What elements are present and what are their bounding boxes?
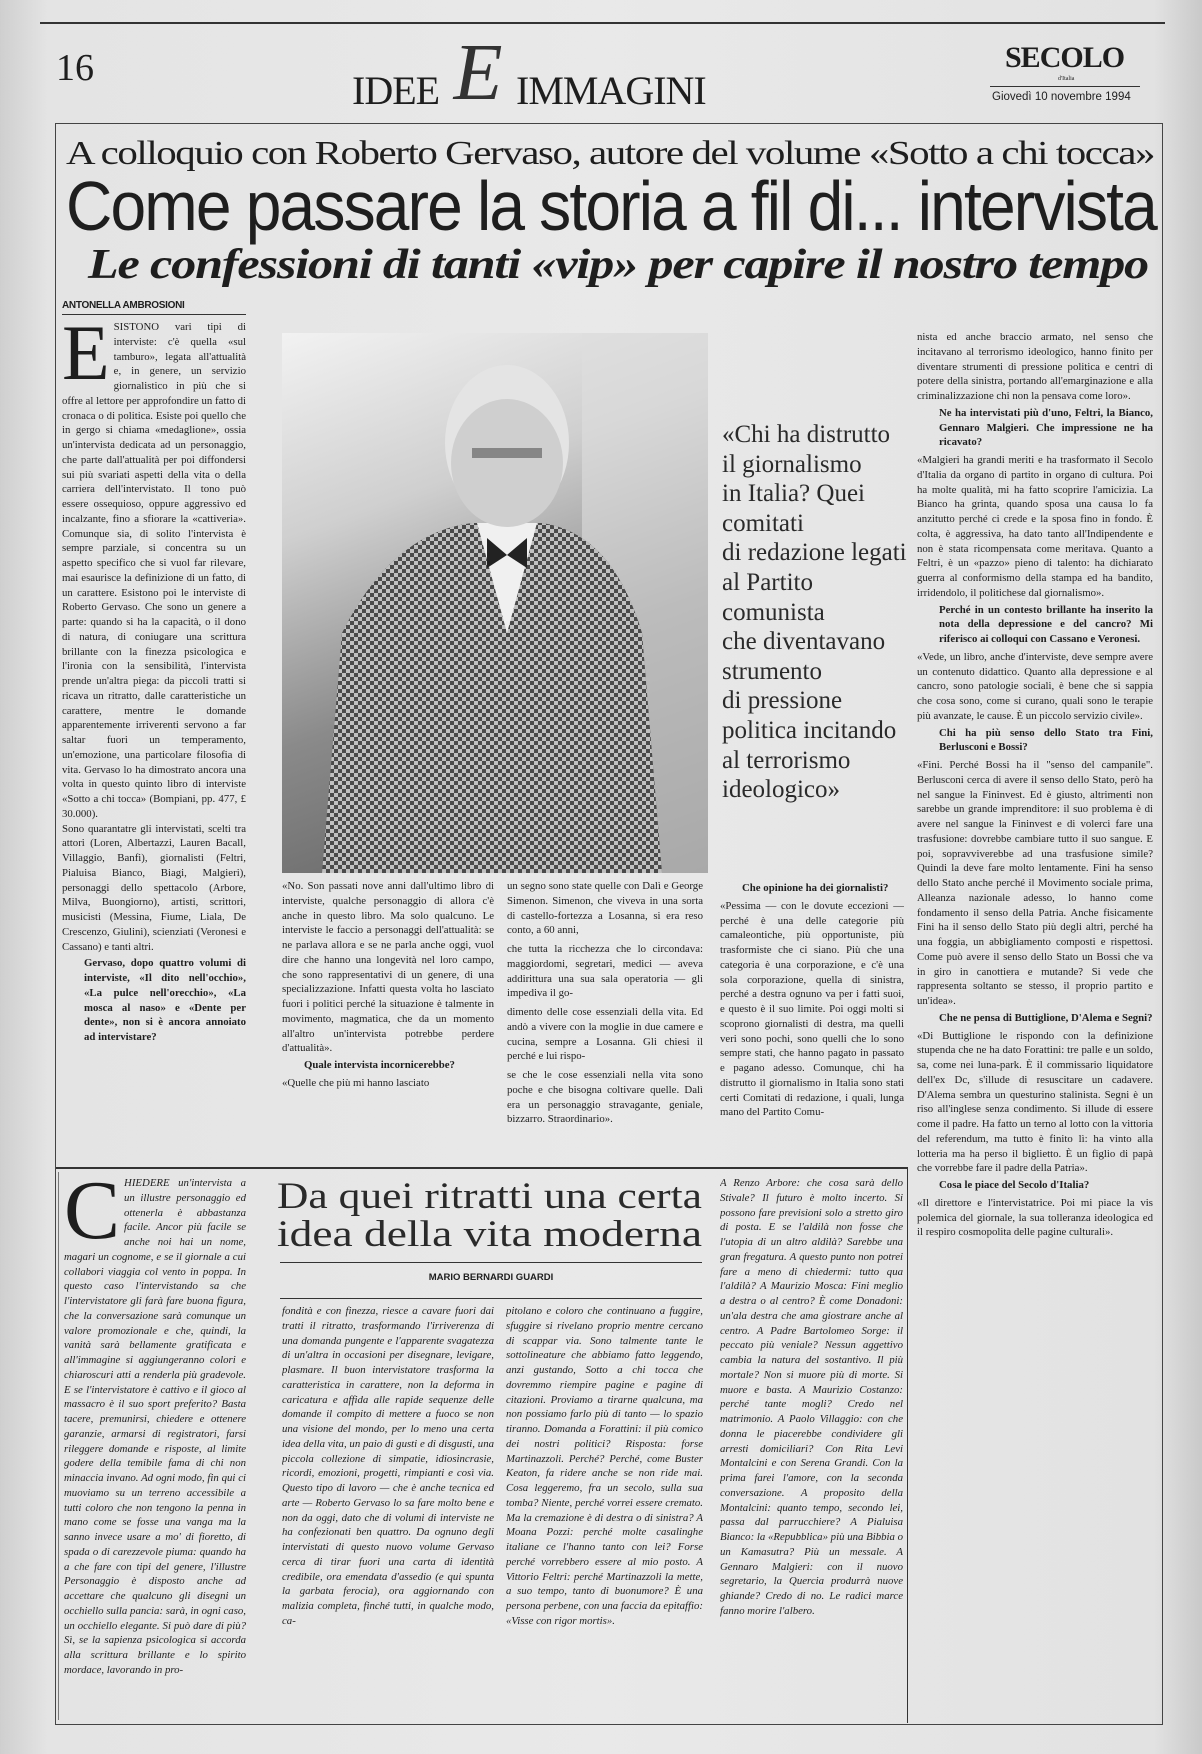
- pull-quote-line: «Chi ha distrutto: [722, 421, 891, 448]
- review-paragraph: fondità e con finezza, riesce a cavare fuori dai tratti il ritratto, trasformando l'irriverenza di una domanda pungente e l'apparente svagatezza di un'altra in occasioni per disegnare, levigare, plasmare. Il buon intervistatore trasforma la caratteristica in carattere, non la deforma in caricatura e affida alle rapide sequenze delle domande il compito di mettere a fuoco se non una visione del mondo, per lo meno una certa idea della vita, un paio di gusti e di disgusti, una piccola collezione di simpatie, idiosincrasie, ricordi, emozioni, progetti, rimpianti e così via. Questo tipo di lavoro — che è anche tecnica ed arte — Roberto Gervaso lo sa fare molto bene e non da oggi, dato che di volumi di interviste ne ha confezionati ben quattro. Da ognuno degli intervistati di questo nuovo volume Gervaso cerca di tirar fuori una carta di identità credibile, ora emendata d'assedio (e qui spunta la garbata ferocia), ora aggiornando con malizia completa, finché tutti, in qualche modo, ca-: [282, 1305, 494, 1627]
- top-rule: [40, 22, 1165, 24]
- drop-cap: C: [64, 1176, 121, 1257]
- headline-text: Come passare la storia a fil di... intervista: [66, 167, 1156, 245]
- newspaper-logo-sub: d'Italia: [1058, 76, 1075, 82]
- pull-quote-line: comitati: [722, 509, 804, 537]
- interview-answer: «Di Buttiglione le rispondo con la definizione stupenda che ne ha dato Forattini: tre palle e un soldo, sa, come nei luna-park. È il commissario liquidatore dell'ex Dc, s'illude di resuscitare un cadavere. D'Alema sembra un questurino stalinista. Segni è un riso all'inglese senza condimento. Si illude di essere come il padre. Ha fatto un terno al lotto con la vittoria del referendum, ma tutto è finito lì: ha vinto alla lotteria ma ha perso il biglietto. È un figlio di papà che vorrebbe fare il padre della Patria».: [917, 1029, 1153, 1175]
- pull-quote-line: al terrorismo: [722, 746, 851, 774]
- byline-rule: [62, 314, 246, 315]
- interview-question: Gervaso, dopo quattro volumi di interviste, «Il dito nell'occhio», «La pulce nell'orecchio», «La mosca al naso» e «Dente per dente», non si è ancora annoiato ad intervistare?: [84, 957, 246, 1043]
- pull-quote-line: comunista: [722, 598, 825, 626]
- interview-answer: un segno sono state quelle con Dalì e George Simenon. Simenon, che viveva in una sorta di castello-fortezza a Losanna, si era reso conto, a 60 anni,: [507, 880, 703, 937]
- subheadline: [88, 242, 1148, 288]
- interview-question: Che ne pensa di Buttiglione, D'Alema e Segni?: [939, 1011, 1153, 1024]
- review-column-4: [720, 1176, 903, 1718]
- article-column-1: [62, 320, 246, 1162]
- pull-quote-line: il giornalismo: [722, 450, 862, 478]
- review-paragraph: HIEDERE un'intervista a un illustre personaggio ed ottenerla è abbastanza facile. Ancor più facile se anche noi hai un nome, magari un cognome, e se il giornale a cui collabori viaggia col vento in poppa. In questo caso l'intervistando sa che l'intervistatore gli farà fare buona figura, che la conversazione sarà comunque un valore promozionale e che, quindi, la vanità sarà bellamente gratificata e all'immagine si aggiungeranno colori e chiaroscuri atti a renderla più gradevole. E se l'intervistatore è cattivo e il gioco al massacro è il suo sport preferito? Basta tacere, premunirsi, chiedere e ottenere garanzie, armarsi di registratori, farsi rileggere domande e risposte, al limite godere della temibile fama di chi non minaccia invano. Ad ogni modo, fin qui ci muoviamo su un terreno accessibile a tutti coloro che non tengono la penna in mano come se fosse una vanga ma la sanno invece usare a mo' di fioretto, di spada o di carezzevole piuma: quando ha a che fare con tipi del genere, l'illustre Personaggio è disposto anche ad accettare che qualcuno gli disegni un occhiello sulla pancia: sarà, in ogni caso, un occhiello elegante. Si può dare di più? Sì, se la sapienza psicologica si accorda alla scrittura brillante e lo spirito mordace, lavorando in pro-: [64, 1177, 246, 1676]
- article-column-5: [917, 330, 1153, 1720]
- pull-quote-line: di pressione: [722, 687, 843, 715]
- page-number: 16: [56, 47, 94, 89]
- review-column-1: [64, 1176, 246, 1716]
- review-rule-bottom: [280, 1298, 702, 1299]
- interview-answer: «Quelle che più mi hanno lasciato: [282, 1076, 430, 1089]
- section-title: [352, 30, 772, 120]
- interview-question: Quale intervista incornicerebbe?: [304, 1059, 455, 1071]
- kicker-text: A colloquio con Roberto Gervaso, autore del volume «Sotto a chi tocca»: [66, 135, 1154, 172]
- review-headline-line: Da quei ritratti una certa: [277, 1176, 702, 1217]
- pull-quote-line: ideologico»: [722, 776, 841, 804]
- interview-question: Chi ha più senso dello Stato tra Fini, Berlusconi e Bossi?: [939, 726, 1153, 754]
- pull-quote-line: al Partito: [722, 568, 813, 596]
- pull-quote-line: strumento: [722, 657, 822, 685]
- interview-answer: nista ed anche braccio armato, nel senso che incitavano al terrorismo ideologico, hanno finito per diventare strumenti di pressione politica e centri di potere della sinistra, portando all'emarginazione e alla criminalizzazione chi non la pensava come loro».: [917, 331, 1153, 402]
- section-title-right: IMMAGINI: [516, 68, 706, 113]
- subheadline-text: Le confessioni di tanti «vip» per capire il nostro tempo: [88, 242, 1148, 288]
- interview-answer: che tutta la ricchezza che lo circondava: maggiordomi, segretari, medici — aveva addirittura una sua sala operatoria — gli impediva il go-: [507, 943, 703, 1000]
- newspaper-logo: SECOLO: [1005, 41, 1125, 74]
- article-column-4: [720, 879, 904, 1162]
- section-script-letter: E: [453, 29, 503, 117]
- pull-quote-line: di redazione legati: [722, 539, 907, 567]
- article-paragraph: SISTONO vari tipi di interviste: c'è quella «sul tamburo», legata all'attualità e, in genere, un servizio giornalistico in più che si offre al lettore per approfondire un fatto di cronaca o di politica. Esiste poi quello che in gergo si chiama «medaglione», ossia un'intervista dedicata ad un personaggio, che parte dall'attualità per poi diffondersi sui più svariati aspetti della vita o della carriera dell'intervistato. Il tono può essere ossequioso, oppure aggressivo ed incalzante, fino a sfiorare la «cattiveria». Comunque sia, di solito l'intervista è sempre parziale, si concentra su un aspetto specifico che si vuol far rilevare, mai esaurisce la definizione di un fatto, di un carattere. Esistono poi le interviste di Roberto Gervaso. Che sono un genere a parte: quando si ha la capacità, o il dono di natura, di coniugare una scrittura brillante con la finezza psicologica e l'ironia con la sensibilità, l'intervista prende un'altra piega: da piccoli tratti si ricava un ritratto, dalle caratteristiche un carattere, mentre le domande apparentemente irriverenti servono a far saltar fuori un temperamento, un'emozione, una particolare filosofia di vita. Gervaso lo ha dimostrato ancora una volta in questo quinto libro di interviste «Sotto a chi tocca» (Bompiani, pp. 477, £ 30.000).: [62, 321, 246, 820]
- interview-answer: «Pessima — con le dovute eccezioni — perché è una delle categorie più camaleontiche, più opportuniste, più trasformiste che ci siano. Più che una categoria è una corporazione, e c'è una sola corporazione, quella di sinistra, perché a destra ognuno va per i fatti suoi, e questo è il suo limite. Poi oggi molti si scoprono giornalisti di destra, ma quelli veri sono pochi, sono quelli che lo sono sempre stati, che hanno pagato in passato e pagano adesso. Comunque, chi ha distrutto il giornalismo in Italia sono stati certi Comitati di redazione, i quali, lunga mano del Partito Comu-: [720, 899, 904, 1119]
- interview-answer: dimento delle cose essenziali della vita. Ed andò a vivere con la moglie in due camere e cucina, sempre a Losanna. Gli chiesi il perché e lui rispo-: [507, 1006, 703, 1063]
- article-paragraph: Sono quarantatre gli intervistati, scelti tra attori (Loren, Albertazzi, Lauren Bacall, Villaggio, Banfi), giornalisti (Feltri, Pialuisa Bianco, Biagi, Malgieri), personaggi dello spettacolo (Arbore, Milva, Buongiorno), artisti, scrittori, musicisti (Messina, Fiume, Liala, De Crescenzo, Giulini), scienziati (Veronesi e Cassano) e tanti altri.: [62, 822, 246, 953]
- column-divider: [907, 1167, 908, 1723]
- article-column-2: [282, 879, 494, 1162]
- pull-quote-line: che diventavano: [722, 628, 886, 656]
- interview-question: Ne ha intervistati più d'uno, Feltri, la Bianco, Gennaro Malgieri. Che impressione ne ha ricavato?: [939, 406, 1153, 449]
- pull-quote-line: politica incitando: [722, 716, 897, 744]
- headline: [66, 167, 1202, 245]
- review-column-2: [282, 1304, 494, 1718]
- byline: ANTONELLA AMBROSIONI: [62, 300, 185, 311]
- review-rule-top: [280, 1262, 702, 1263]
- issue-date: Giovedì 10 novembre 1994: [992, 91, 1131, 103]
- interview-answer: «Malgieri ha grandi meriti e ha trasformato il Secolo d'Italia da organo di partito in organo di cultura. Poi ha molte qualità, mi ha fatto scoprire l'amicizia. La Bianco ha grinta, quando sposa una causa lo fa anzitutto perché ci crede e la sposa fino in fondo. È colta, è aggressiva, ha dato tanto all'Indipendente e non è stata ricompensata come meritava. Quanto a Feltri, è un «pazzo» pieno di talento: ha dichiarato guerra al conformismo della stampa ed ha bandito, irridendolo, il politichese dal giornalismo».: [917, 454, 1153, 599]
- section-divider: [56, 1167, 908, 1169]
- interview-answer: «No. Son passati nove anni dall'ultimo libro di interviste, qualche personaggio di allora c'è anche in questo libro. Ma solo qualcuno. Le interviste le faccio a personaggi dell'attualità: se ne parlava allora e se ne parla anche oggi, vuol dire che hanno una longevità nel loro campo, che sono rappresentativi di un genere, di una specializzazione. Infatti questa volta ho lasciato fuori i politici perché la situazione è talmente in movimento, magmatica, che da un momento all'altro un'intervista potrebbe perdere d'attualità».: [282, 880, 494, 1055]
- review-paragraph: pitolano e coloro che continuano a fuggire, sfuggire si rivelano proprio mentre cercano di scappar via. Sono talmente tante le sottolineature che abbiamo fatto leggendo, anzi gustando, Sotto a chi tocca che dovremmo riempire pagine e pagine di citazioni. Proviamo a tirarne qualcuna, ma non possiamo farlo più di tanto — lo spazio tiranno. Domanda a Forattini: il più comico dei nostri politici? Risposta: forse Martinazzoli. Perché? Perché, come Buster Keaton, fa ridere anche se non ride mai. Cosa leggeremo, fra un secolo, sulla sua tomba? Niente, perché vorrei essere cremato. Ma la cremazione è di destra o di sinistra? A Moana Pozzi: perché molte casalinghe italiane ce l'hanno tanto con lei? Forse perché vorrebbero essere al mio posto. A Vittorio Feltri: perché Martinazzoli la mette, a suo tempo, tanto di buonumore? È una persona perbene, con una faccia da epitaffio: «Visse con rigor mortis».: [506, 1305, 703, 1627]
- review-paragraph: A Renzo Arbore: che cosa sarà dello Stivale? Il futuro è molto incerto. Si possono fare previsioni solo a stretto giro di posta. E se l'aldilà non fosse che l'utopia di un altro aldilà? Sarebbe una gran fregatura. A questo punto non potrei fare a meno di chiedermi: tutto qua l'aldilà? A Maurizio Mosca: Fini meglio a destra o al centro? È come Donadoni: un'ala destra che ama giostrare anche al centro. A Padre Bartolomeo Sorge: il peccato più veniale? Nessun aggettivo cambia la natura del sostantivo. Il più mortale? Non si muore più di morte. Si muore e basta. A Maurizio Costanzo: perché tante mogli? Credo nel matrimonio. A Paolo Villaggio: con che donna le piacerebbe condividere gli arresti domiciliari? Con Rita Levi Montalcini e con Serena Grandi. Con la prima farei l'amore, con la seconda conversazione. A proposito della Montalcini: quanto tempo, secondo lei, passa dal parrucchiere? A Pialuisa Bianco: la «Repubblica» più una Bibbia o un Kamasutra? Più un messale. A Gennaro Malgieri: con il nuovo segretario, la Quercia produrrà nuove ghiande? Credo di no. Le radici marce fanno morire l'albero.: [720, 1177, 903, 1617]
- portrait-photo: [282, 333, 708, 873]
- drop-cap: E: [62, 320, 110, 396]
- interview-answer: se che le cose essenziali nella vita sono poche e che bisogna coltivare quelle. Dalì era un personaggio stravagante, geniale, bizzarro. Straordinario».: [507, 1069, 703, 1126]
- section-title-left: IDEE: [352, 68, 440, 113]
- review-byline: MARIO BERNARDI GUARDI: [428, 1272, 554, 1283]
- interview-answer: «Vede, un libro, anche d'interviste, deve sempre avere un contenuto didattico. Quanto alla depressione e al cancro, sono patologie sociali, è bene che si sappia che cosa sono, come si curano, quali sono le terapie più avanzate, le cause. È un piccolo servizio civile».: [917, 650, 1153, 722]
- review-headline: [277, 1176, 702, 1255]
- interview-answer: «Fini. Perché Bossi ha il "senso del campanile". Berlusconi cerca di avere il senso dello Stato, però ha nel sangue la Fininvest. Ed è giusto, altrimenti non sarebbe un grande imprenditore: il suo problema è di avere nel sangue la Fininvest e di volerci fare una trasfusione: dovrebbe cambiare tutto il suo sangue. E poi, sopravviverebbe ad una trasfusione simile? Quindi la deve fare molto lentamente. Fini ha senso dello Stato anche perché il Movimento sociale prima, Alleanza nazionale adesso, lo hanno come fondamento il senso della Patria. Anche fisicamente Fini ha il senso dello Stato più degli altri, perché ha una foggia, un abbigliamento composti e rispettosi. Come può avere il senso dello Stato un Bossi che va in giro in canottiera e mutande? Si vede che rappresenta soltanto se stesso, il proprio partito e un'idea».: [917, 759, 1153, 1007]
- date-rule: [990, 86, 1140, 87]
- article-column-3: [507, 879, 703, 1162]
- interview-question: Che opinione ha dei giornalisti?: [742, 882, 889, 894]
- interview-question: Cosa le piace del Secolo d'Italia?: [939, 1179, 1090, 1191]
- pull-quote: [722, 420, 912, 805]
- box-left-rule: [58, 1172, 59, 1720]
- review-column-3: [506, 1304, 703, 1718]
- interview-question: Perché in un contesto brillante ha inserito la nota della depressione e del cancro? Mi riferisco ai colloqui con Cassano e Veronesi.: [939, 603, 1153, 645]
- review-headline-line: idea della vita moderna: [277, 1214, 702, 1255]
- pull-quote-line: in Italia? Quei: [722, 480, 865, 508]
- portrait-illustration: [282, 333, 708, 873]
- interview-answer: «Il direttore e l'intervistatrice. Poi mi piace la vis polemica del giornale, la sua tolleranza ideologica ed il respiro cosmopolita delle pagine culturali».: [917, 1196, 1153, 1239]
